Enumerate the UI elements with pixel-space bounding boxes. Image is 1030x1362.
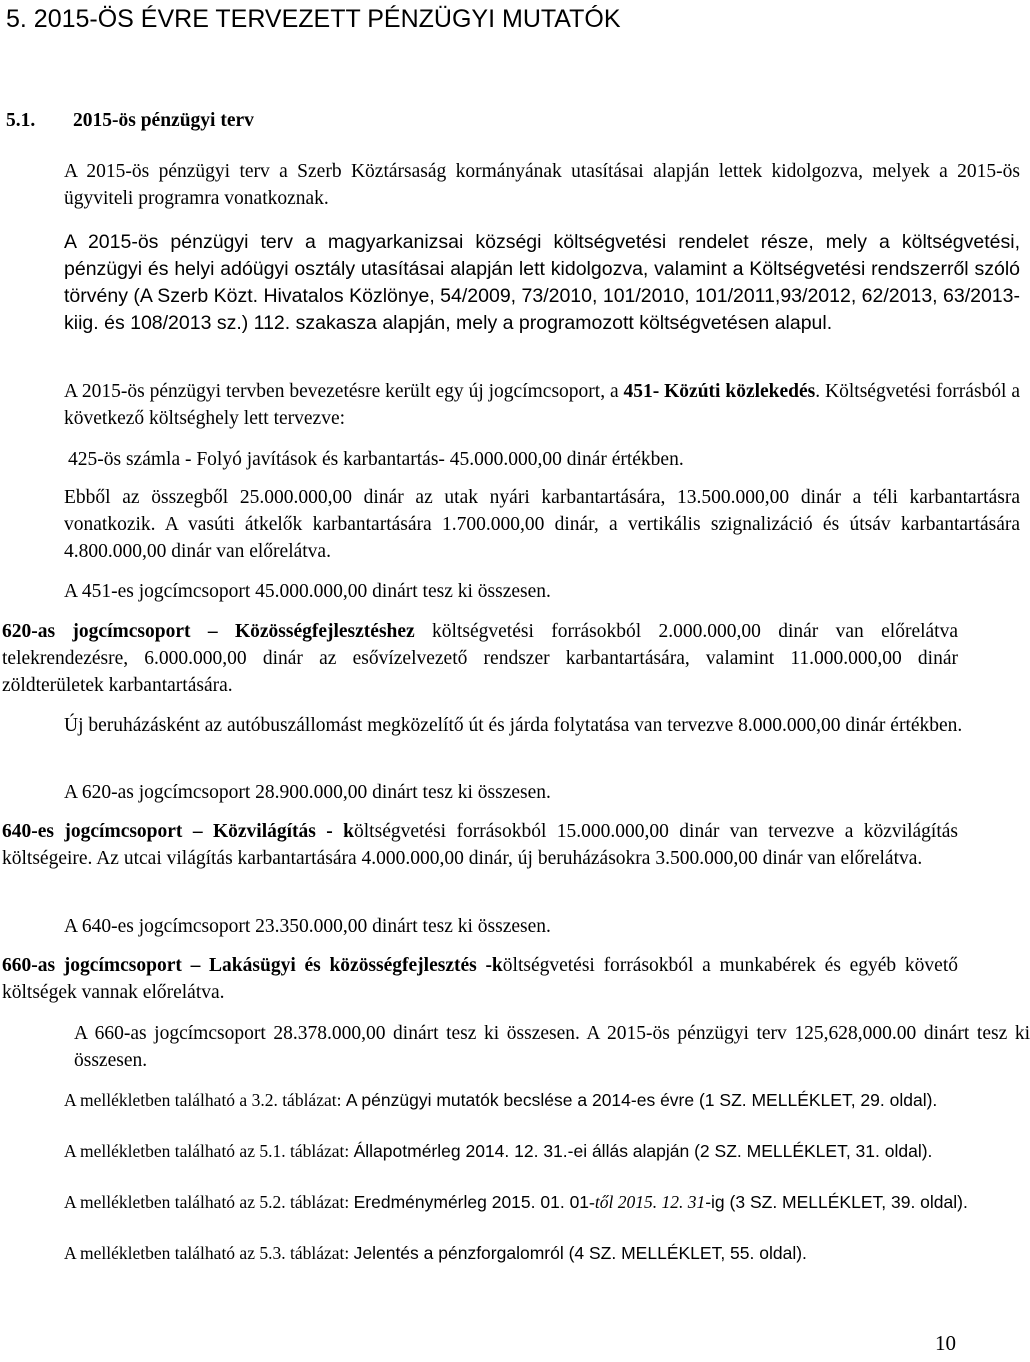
page-number: 10 <box>935 1331 956 1355</box>
p7-rest: költségvetési forrásokból 2.000.000,00 dinár van előrelátva telekrendezésre, 6.000.000,00 dinár az esővízelvezető rendszer karbantartására, valamint 11.000.000,00 dinár zöldterületek karbantartására. <box>2 621 958 696</box>
p7-bold: 620-as jogcímcsoport – Közösségfejlesztéshez <box>2 621 415 642</box>
paragraph-451-total: A 451-es jogcímcsoport 45.000.000,00 dinárt tesz ki összesen. <box>64 581 551 602</box>
annex-note-2 <box>2 1139 1020 1164</box>
paragraph-451-intro <box>2 378 1020 432</box>
annex-3-pre: A mellékletben található az 5.2. táblázat: <box>64 1192 354 1212</box>
paragraph-620-investment: Új beruházásként az autóbuszállomást megközelítő út és járda folytatása van tervezve 8.000.000,00 dinár értékben. <box>64 715 963 736</box>
annex-3-rest-2: -ig (3 SZ. MELLÉKLET, 39. oldal). <box>705 1192 968 1212</box>
paragraph-640-total: A 640-es jogcímcsoport 23.350.000,00 dinárt tesz ki összesen. <box>64 916 551 937</box>
subsection-heading <box>6 108 254 134</box>
p12-rest: öltségvetési forrásokból a munkabérek és egyéb követő költségek vannak előrelátva. <box>2 955 958 1003</box>
annex-note-3 <box>2 1190 1020 1215</box>
paragraph-account-425: 425-ös számla - Folyó javítások és karbantartás- 45.000.000,00 dinár értékben. <box>68 449 684 470</box>
paragraph-legal-basis: A 2015-ös pénzügyi terv a magyarkanizsai községi költségvetési rendelet része, mely a költségvetési, pénzügyi és helyi adóügyi osztály utasításai alapján lett kidolgozva, valamint a Költségvetési rendszerről szóló törvény (A Szerb Közt. Hivatalos Közlönye, 54/2009, 73/2010, 101/2010, 101/2011,93/2012, 62/2013, 63/2013-kiig. és 108/2013 sz.) 112. szakasza alapján, mely a programozott költségvetésen alapul. <box>64 231 1020 334</box>
paragraph-660 <box>2 952 958 1006</box>
section-heading: 5. 2015-ÖS ÉVRE TERVEZETT PÉNZÜGYI MUTATÓK <box>6 5 621 33</box>
subsection-number: 5.1. <box>6 110 36 131</box>
subsection-title: 2015-ös pénzügyi terv <box>73 110 254 131</box>
annex-4-rest: Jelentés a pénzforgalomról (4 SZ. MELLÉKLET, 55. oldal). <box>353 1243 807 1263</box>
annex-note-4 <box>2 1241 1020 1266</box>
annex-2-rest: Állapotmérleg 2014. 12. 31.-ei állás alapján (2 SZ. MELLÉKLET, 31. oldal). <box>353 1141 933 1161</box>
annex-3-rest-1: Eredménymérleg 2015. 01. 01 <box>353 1192 590 1212</box>
annex-2-pre: A mellékletben található az 5.1. táblázat: <box>64 1141 354 1161</box>
annex-4-pre: A mellékletben található az 5.3. táblázat: <box>64 1243 354 1263</box>
paragraph-451-breakdown: Ebből az összegből 25.000.000,00 dinár az utak nyári karbantartására, 13.500.000,00 dinár a téli karbantartásra vonatkozik. A vasúti átkelők karbantartására 1.700.000,00 dinár, a vertikális szignalizáció és útsáv karbantartására 4.800.000,00 dinár van előrelátva. <box>64 487 1020 562</box>
p3-post: . Költségvetési forrásból a következő költséghely lett tervezve: <box>64 381 1020 429</box>
annex-1-rest: A pénzügyi mutatók becslése a 2014-es évre (1 SZ. MELLÉKLET, 29. oldal). <box>345 1090 938 1110</box>
annex-note-1 <box>2 1088 1020 1113</box>
p10-bold: 640-es jogcímcsoport – Közvilágítás - k <box>2 821 355 842</box>
p3-pre: A 2015-ös pénzügyi tervben bevezetésre került egy új jogcímcsoport, a <box>64 381 624 402</box>
p10-rest: öltségvetési forrásokból 15.000.000,00 dinár van tervezve a közvilágítás költségeire. Az utcai világítás karbantartására 4.000.000,00 dinár, új beruházásokra 3.500.000,00 dinár van előrelátva. <box>2 821 958 869</box>
annex-3-italic: -től 2015. 12. 31 <box>589 1192 706 1212</box>
p12-bold: 660-as jogcímcsoport – Lakásügyi és közösségfejlesztés -k <box>2 955 503 976</box>
paragraph-620-total: A 620-as jogcímcsoport 28.900.000,00 dinárt tesz ki összesen. <box>64 782 551 803</box>
paragraph-660-total: A 660-as jogcímcsoport 28.378.000,00 dinárt tesz ki összesen. A 2015-ös pénzügyi terv 125,628,000.00 dinárt tesz ki összesen. <box>74 1023 1030 1071</box>
paragraph-intro: A 2015-ös pénzügyi terv a Szerb Köztársaság kormányának utasításai alapján lettek kidolgozva, melyek a 2015-ös ügyviteli programra vonatkoznak. <box>64 161 1020 209</box>
paragraph-620 <box>2 618 958 699</box>
annex-1-pre: A mellékletben található a 3.2. táblázat: <box>64 1090 346 1110</box>
paragraph-640 <box>2 818 958 872</box>
p3-bold: 451- Közúti közlekedés <box>623 381 816 402</box>
